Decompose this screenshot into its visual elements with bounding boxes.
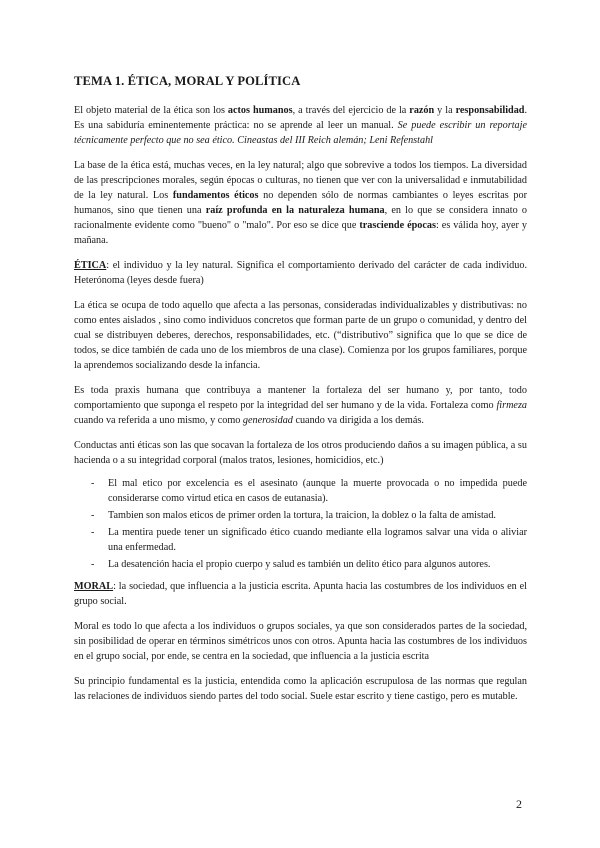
document-page [74, 74, 527, 714]
page-title: TEMA 1. ÉTICA, MORAL Y POLÍTICA [74, 74, 301, 88]
paragraph-etica-personas: La ética se ocupa de todo aquello que afecta a las personas, consideradas individualizables y distributivas: no como entes aislados , sino como individuos concretos que forman parte de un grupo o comunidad, y dentro del cual se distribuyen deberes, derechos, responsabilidades, etc. (“distributivo” significa que lo que se dice de todos, se dice también de cada uno de los miembros de una clase). Comienza por los grupos familiares, porque la aprendemos socializando desde la infancia. [74, 300, 527, 371]
paragraph-ley-natural: La base de la ética está, muchas veces, en la ley natural; algo que sobrevive a todos los tiempos. La diversidad de las prescripciones morales, según épocas o culturas, no tienen que ver con la universalidad e inmutabilidad de la ley natural. Los fundamentos éticos no dependen sólo de normas cambiantes o leyes escritas por humanos, sino que tienen una raíz profunda en la naturaleza humana, en lo que se considera innato o racionalmente evidente como "bueno" o "malo". Por eso se dice que trasciende épocas: es válida hoy, ayer y mañana. [74, 160, 528, 246]
paragraph-etica-definition: ÉTICA: el individuo y la ley natural. Significa el comportamiento derivado del carácter de cada individuo. Heterónoma (leyes desde fuera) [74, 260, 527, 286]
paragraph-praxis-humana: Es toda praxis humana que contribuya a mantener la fortaleza del ser humano y, por tanto, todo comportamiento que suponga el respeto por la integridad del ser humano y de la vida. Fortaleza como firmeza cuando va referida a uno mismo, y como generosidad cuando va dirigida a los demás. [74, 385, 527, 426]
paragraph-principio-justicia: Su principio fundamental es la justicia, entendida como la aplicación escrupulosa de las normas que regulan las relaciones de individuos siendo partes del todo social. Suele estar escrito y tiene castigo, pero es mutable. [74, 676, 527, 702]
moral-heading: MORAL [74, 581, 114, 592]
paragraph-moral-definition: MORAL: la sociedad, que influencia a la justicia escrita. Apunta hacia las costumbres de los individuos en el grupo social. [74, 581, 527, 607]
list-item: - La mentira puede tener un significado ético cuando mediante ella logramos salvar una vida o aliviar una enfermedad. [91, 525, 527, 555]
etica-heading: ÉTICA [74, 260, 107, 271]
paragraph-actos-humanos: El objeto material de la ética son los actos humanos, a través del ejercicio de la razón y la responsabilidad. Es una sabiduría eminentemente práctica: no se aprende al leer un manual. Se puede escribir un reportaje técnicamente perfecto que no sea ético. Cineastas del III Reich alemán; Leni Refenstahl [74, 105, 528, 146]
list-item: - El mal etico por excelencia es el asesinato (aunque la muerte provocada o no impedida puede considerarse como virtud etica en casos de eutanasia). [91, 476, 527, 506]
page-number: 2 [516, 797, 522, 811]
antiethical-list [74, 476, 527, 572]
paragraph-conductas-antieticas: Conductas anti éticas son las que socavan la fortaleza de los otros produciendo daños a su imagen pública, a su hacienda o a su integridad corporal (malos tratos, lesiones, homicidios, etc.) [74, 440, 527, 466]
list-item: - La desatención hacia el propio cuerpo y salud es también un delito ético para algunos autores. [91, 557, 527, 572]
paragraph-moral-grupos: Moral es todo lo que afecta a los individuos o grupos sociales, ya que son considerados partes de la sociedad, sin posibilidad de operar en términos simétricos unos con otros. Apunta hacia las costumbres de los individuos en el grupo social, por ende, se centra en la sociedad, que influencia a la justicia escrita [74, 621, 527, 662]
list-item: - Tambien son malos eticos de primer orden la tortura, la traicion, la doblez o la falta de amistad. [91, 508, 527, 523]
